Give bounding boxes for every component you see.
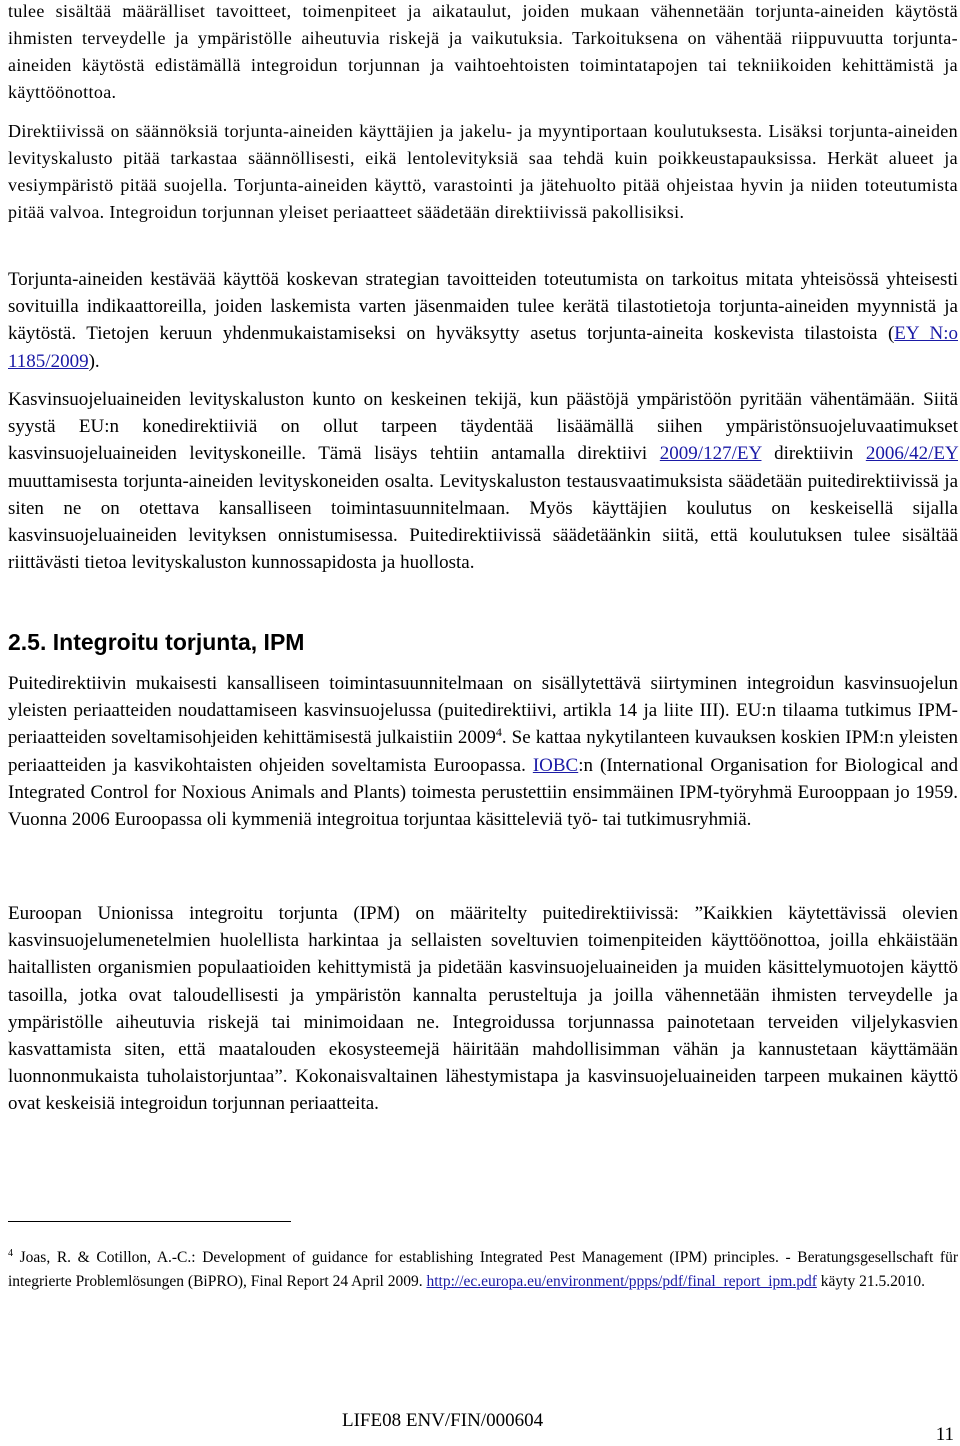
footnote (8, 1246, 958, 1294)
footnote-access-date: käyty 21.5.2010. (816, 1273, 925, 1290)
directive-2009-127-link[interactable]: 2009/127/EY (659, 443, 762, 465)
footnote-text: Joas, R. & Cotillon, A.-C.: Development of guidance for establishing Integrated Pest Management (IPM) principles. - Beratungsgesellschaft für integrierte Problemlösungen (BiPRO), Final Report 24 April 2009. (8, 1249, 958, 1290)
iobc-link[interactable]: IOBC (532, 754, 579, 776)
paragraph-intro (8, 0, 958, 106)
paragraph-text: tulee sisältää määrälliset tavoitteet, toimenpiteet ja aikataulut, joiden mukaan vähennetään torjunta-aineiden käytöstä ihmisten terveydelle ja ympäristölle aiheutuvia riskejä ja vaikutuksia. Tarkoituksena on vähentää riippuvuutta torjunta-aineiden käytöstä edistämällä integroidun torjunnan ja vaihtoehtoisten toimintatapojen tai tekniikoiden kehittämistä ja käyttöönottoa. (8, 1, 958, 103)
footnote-divider (8, 1221, 291, 1222)
paragraph-directive-training (8, 118, 958, 226)
regulation-link[interactable]: EY N:o 1185/2009 (8, 323, 958, 372)
page-number: 11 (935, 1424, 954, 1445)
report-url-link[interactable]: http://ec.europa.eu/environment/ppps/pdf/final_report_ipm.pdf (426, 1273, 817, 1290)
paragraph-text: Direktiivissä on säännöksiä torjunta-aineiden käyttäjien ja jakelu- ja myyntiportaan koulutuksesta. Lisäksi torjunta-aineiden levityskalusto pitää tarkastaa säännöllisesti, eikä lentolevityksiä saa tehdä kuin poikkeustapauksissa. Herkät alueet ja vesiympäristö pitää suojella. Torjunta-aineiden käyttö, varastointi ja jätehuolto pitää ohjeistaa hyvin ja niiden toteutumista pitää valvoa. Integroidun torjunnan yleiset periaatteet säädetään direktiivissä pakollisiksi. (8, 121, 958, 223)
paragraph-text: Torjunta-aineiden kestävää käyttöä koskevan strategian tavoitteiden toteutumista on tarkoitus mitata yhteisössä yhteisesti sovituilla indikaattoreilla, joiden laskemista varten jäsenmaiden tulee kerätä tilastotietoja torjunta-aineiden myynnistä ja käytöstä. Tietojen keruun yhdenmukaistamiseksi on hyväksytty asetus torjunta-aineita koskevista tilastoista ( (8, 269, 958, 345)
paragraph-text: direktiivin (761, 443, 866, 465)
paragraph-text: Euroopan Unionissa integroitu torjunta (IPM) on määritelty puitedirektiivissä: ”Kaikkien käytettävissä olevien kasvinsuojelumenetelmien huolellista harkintaa ja sellaisten soveltuvien toimenpiteiden käyttöönottoa, joilla ehkäistään haitallisten organismien populaatioiden kehittymistä ja pidetään kasvinsuojeluaineiden ja muiden käsittelymuotojen käyttö tasoilla, jotka ovat taloudellisesti ja ympäristön kannalta perusteltuja ja joilla vähennetään ihmisten terveydelle ja ympäristölle aiheutuvia riskejä tai minimoidaan ne. Integroidussa torjunnassa painotetaan terveiden viljelykasvien kasvattamista siten, että maatalouden ekosysteemejä häiritään mahdollisimman vähän ja kannustetaan käyttämään luonnonmukaista tuholaistorjuntaa”. Kokonaisvaltainen lähestymistapa ja kasvinsuojeluaineiden tarpeen mukainen käyttö ovat keskeisiä integroidun torjunnan periaatteita. (8, 903, 958, 1115)
paragraph-indicators (8, 266, 958, 375)
paragraph-text: muuttamisesta torjunta-aineiden levityskoneiden osalta. Levityskaluston testausvaatimuksista säädetään puitedirektiivissä ja siten ne on otettava kansalliseen toimintasuunnitelmaan. Myös käyttäjien koulutus on keskeisellä sijalla kasvinsuojeluaineiden levityksen onnistumisessa. Puitedirektiivissä säädetäänkin siitä, että koulutuksen tulee sisältää riittävästi tietoa levityskaluston kunnossapidosta ja huollosta. (8, 470, 958, 574)
paragraph-ipm-plan (8, 670, 958, 833)
paragraph-ipm-definition (8, 900, 958, 1118)
paragraph-text-end: ). (88, 350, 100, 372)
paragraph-text: Kasvinsuojeluaineiden levityskaluston kunto on keskeinen tekijä, kun päästöjä ympäristöön pyritään vähentämään. Siitä syystä EU:n konedirektiiviä on ollut tarpeen täydentää lisäämällä siihen ympäristönsuojeluvaatimukset kasvinsuojeluaineiden levityskoneille. Tämä lisäys tehtiin antamalla direktiivi (8, 389, 958, 465)
paragraph-text: :n (International Organisation for Biological and Integrated Control for Noxious Animals and Plants) toimesta perustettiin ensimmäinen IPM-työryhmä Eurooppaan jo 1959. Vuonna 2006 Euroopassa oli kymmeniä integroitua torjuntaa käsitteleviä työ- tai tutkimusryhmiä. (8, 754, 959, 831)
paragraph-equipment (8, 386, 958, 576)
footnote-number: 4 (8, 1248, 13, 1259)
paragraph-text: Puitedirektiivin mukaisesti kansalliseen toimintasuunnitelmaan on sisällytettävä siirtyminen integroidun kasvinsuojelun yleisten periaatteiden noudattamiseen kasvinsuojelussa (puitedirektiivi, artikla 14 ja liite III). EU:n tilaama tutkimus IPM-periaatteiden soveltamisohjeiden kehittämisestä julkaistiin 2009 (8, 673, 958, 749)
footer-project-id: LIFE08 ENV/FIN/000604 (342, 1410, 544, 1431)
section-heading: 2.5. Integroitu torjunta, IPM (8, 629, 305, 655)
footnote-reference[interactable]: 4 (495, 725, 502, 740)
paragraph-text: . Se kattaa nykytilanteen kuvauksen koskien IPM:n yleisten periaatteiden ja kasvikohtaisten ohjeiden soveltamista Euroopassa. (8, 727, 958, 776)
directive-2006-42-link[interactable]: 2006/42/EY (865, 443, 958, 465)
